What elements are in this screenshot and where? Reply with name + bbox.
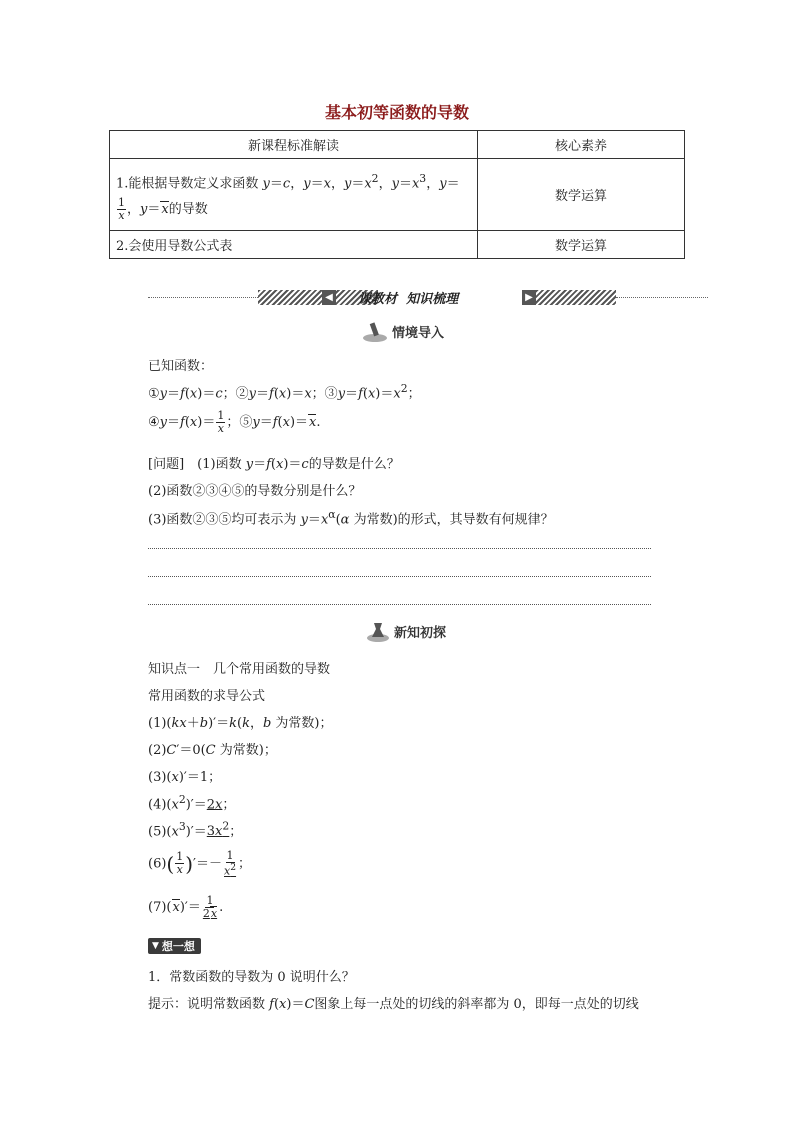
function-list-2: ④y＝f(x)＝ $\frac{1}{x}$ ；⑤y＝f(x)＝x.: [148, 409, 321, 436]
formula-3: (3)(x)′＝1；: [148, 770, 222, 785]
knowledge-point: 知识点一 几个常用函数的导数: [148, 662, 331, 677]
question-1: [问题] (1)函数 y＝f(x)＝c的导数是什么？: [148, 457, 400, 472]
page-title: 基本初等函数的导数: [324, 103, 469, 122]
banner-right: 知识梳理: [406, 292, 459, 307]
formula-4: $(4)(x^2)'=2x$；: [148, 793, 236, 813]
formula-6: (6)( $\frac{1}{x}$ )′＝－ $\frac{1}{x^2}$ ；: [148, 849, 252, 878]
table-row: 2.会使用导数公式表: [110, 231, 478, 259]
scene-heading: 情境导入: [362, 320, 444, 342]
table-row: 1.能根据导数定义求函数 y＝c，y＝x，$y=x^2$，$y=x^3$，y＝ $\frac{1}{x}$ ，y＝x的导数: [110, 159, 478, 231]
table-cell-text: 的导数: [168, 202, 208, 218]
table-cell-skill: 数学运算: [478, 159, 685, 231]
question-2: (2)函数②③④⑤的导数分别是什么？: [148, 484, 362, 499]
formula-7: (7)(x)′＝ $\frac{1}{2x}$ .: [148, 894, 224, 921]
formula-2: (2)C′＝0(C 为常数)；: [148, 743, 277, 758]
function-list-1: ①y＝f(x)＝c；②y＝f(x)＝x；$③y=f(x)=x^2$；: [148, 382, 421, 402]
formula-1: (1)(kx＋b)′＝k(k，b 为常数)；: [148, 716, 333, 731]
answer-line: [148, 576, 651, 577]
answer-line: [148, 604, 651, 605]
formula-5: $(5)(x^3)'=3x^2$；: [148, 820, 243, 840]
answer-line: [148, 548, 651, 549]
think-question: 1．常数函数的导数为 0 说明什么？: [148, 970, 355, 985]
question-3: (3)函数②③⑤均可表示为 $y=x^\alpha(\alpha$ 为常数)的形式，其导数有何规律？: [148, 508, 554, 528]
banner-left: 课教材: [358, 292, 398, 307]
curriculum-table: [109, 130, 685, 259]
explore-heading: 新知初探: [366, 620, 446, 642]
microscope-icon: [362, 320, 388, 342]
think-badge: ▼ 想一想: [148, 938, 201, 954]
scene-intro: 已知函数：: [148, 359, 214, 374]
triangle-icon: ▼: [152, 941, 159, 951]
table-cell-text: 1.能根据导数定义求函数: [116, 176, 263, 192]
table-header-literacy: 核心素养: [478, 131, 685, 159]
flask-icon: [366, 620, 390, 642]
table-cell-skill: 数学运算: [478, 231, 685, 259]
think-hint: 提示：说明常数函数 f(x)＝C图象上每一点处的切线的斜率都为 0，即每一点处的切线: [148, 997, 639, 1012]
section-banner: ◀ 课教材 知识梳理 ▶: [148, 288, 708, 308]
formula-subtitle: 常用函数的求导公式: [148, 689, 266, 704]
table-header-standard: 新课程标准解读: [110, 131, 478, 159]
